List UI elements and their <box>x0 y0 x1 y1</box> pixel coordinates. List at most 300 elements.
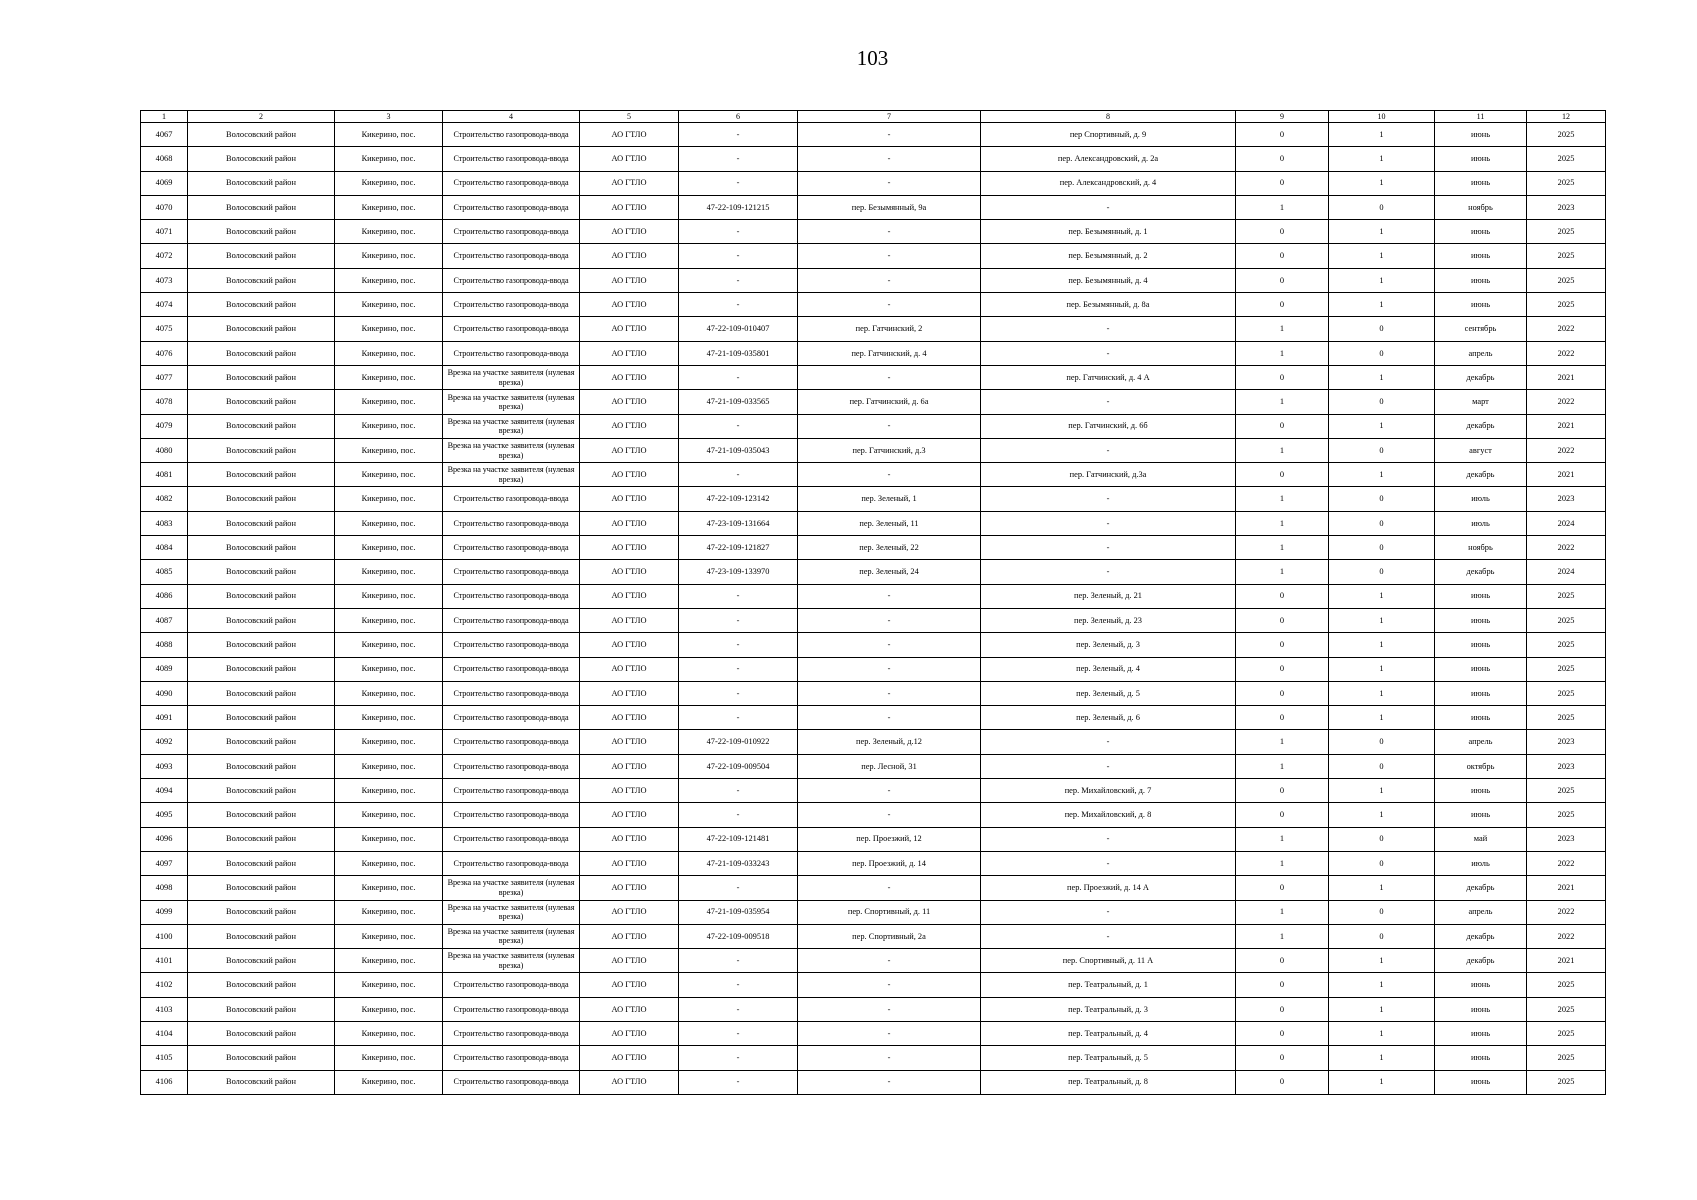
cell-col-12: 2022 <box>1527 900 1606 924</box>
cell-col-11: июнь <box>1435 973 1527 997</box>
cell-col-1: 4082 <box>141 487 188 511</box>
cell-col-1: 4097 <box>141 851 188 875</box>
cell-col-4: Строительство газопровода-ввода <box>443 317 580 341</box>
cell-col-3: Кикерино, пос. <box>335 706 443 730</box>
cell-col-10: 1 <box>1329 1070 1435 1094</box>
cell-col-2: Волосовский район <box>188 584 335 608</box>
table-row <box>141 1021 1606 1045</box>
cell-col-9: 0 <box>1236 244 1329 268</box>
cell-col-5: АО ГТЛО <box>580 244 679 268</box>
cell-col-3: Кикерино, пос. <box>335 657 443 681</box>
table-row <box>141 1070 1606 1094</box>
cell-col-5: АО ГТЛО <box>580 123 679 147</box>
cell-col-10: 1 <box>1329 657 1435 681</box>
cell-col-11: июль <box>1435 511 1527 535</box>
cell-col-9: 0 <box>1236 706 1329 730</box>
cell-col-12: 2021 <box>1527 414 1606 438</box>
cell-col-9: 1 <box>1236 536 1329 560</box>
cell-col-1: 4067 <box>141 123 188 147</box>
cell-col-10: 1 <box>1329 147 1435 171</box>
cell-col-7: - <box>798 779 981 803</box>
cell-col-6: - <box>679 1046 798 1070</box>
cell-col-4: Врезка на участке заявителя (нулевая врезка) <box>443 924 580 948</box>
cell-col-7: - <box>798 414 981 438</box>
cell-col-4: Строительство газопровода-ввода <box>443 487 580 511</box>
cell-col-7: - <box>798 706 981 730</box>
cell-col-7: пер. Проезжий, д. 14 <box>798 851 981 875</box>
cell-col-5: АО ГТЛО <box>580 851 679 875</box>
cell-col-4: Врезка на участке заявителя (нулевая врезка) <box>443 900 580 924</box>
cell-col-9: 0 <box>1236 949 1329 973</box>
cell-col-9: 0 <box>1236 171 1329 195</box>
cell-col-6: 47-22-109-010407 <box>679 317 798 341</box>
cell-col-4: Строительство газопровода-ввода <box>443 268 580 292</box>
cell-col-5: АО ГТЛО <box>580 511 679 535</box>
cell-col-1: 4081 <box>141 463 188 487</box>
cell-col-4: Строительство газопровода-ввода <box>443 341 580 365</box>
table-row <box>141 390 1606 414</box>
cell-col-12: 2025 <box>1527 171 1606 195</box>
cell-col-2: Волосовский район <box>188 390 335 414</box>
cell-col-11: ноябрь <box>1435 195 1527 219</box>
cell-col-4: Строительство газопровода-ввода <box>443 730 580 754</box>
cell-col-2: Волосовский район <box>188 851 335 875</box>
cell-col-10: 1 <box>1329 949 1435 973</box>
cell-col-11: июнь <box>1435 681 1527 705</box>
cell-col-9: 1 <box>1236 560 1329 584</box>
cell-col-12: 2024 <box>1527 511 1606 535</box>
cell-col-11: декабрь <box>1435 414 1527 438</box>
cell-col-5: АО ГТЛО <box>580 293 679 317</box>
cell-col-3: Кикерино, пос. <box>335 1070 443 1094</box>
cell-col-9: 0 <box>1236 220 1329 244</box>
cell-col-5: АО ГТЛО <box>580 584 679 608</box>
cell-col-10: 1 <box>1329 171 1435 195</box>
cell-col-5: АО ГТЛО <box>580 365 679 389</box>
cell-col-10: 1 <box>1329 779 1435 803</box>
page-number: 103 <box>856 46 889 70</box>
cell-col-1: 4071 <box>141 220 188 244</box>
cell-col-8: пер. Александровский, д. 2а <box>981 147 1236 171</box>
cell-col-4: Врезка на участке заявителя (нулевая врезка) <box>443 949 580 973</box>
cell-col-12: 2024 <box>1527 560 1606 584</box>
cell-col-7: - <box>798 123 981 147</box>
cell-col-8: - <box>981 341 1236 365</box>
cell-col-11: июнь <box>1435 803 1527 827</box>
cell-col-7: пер. Гатчинский, д. 6а <box>798 390 981 414</box>
cell-col-2: Волосовский район <box>188 949 335 973</box>
cell-col-9: 1 <box>1236 511 1329 535</box>
cell-col-10: 1 <box>1329 973 1435 997</box>
cell-col-7: - <box>798 608 981 632</box>
cell-col-3: Кикерино, пос. <box>335 317 443 341</box>
cell-col-9: 1 <box>1236 827 1329 851</box>
cell-col-5: АО ГТЛО <box>580 876 679 900</box>
cell-col-11: октябрь <box>1435 754 1527 778</box>
cell-col-7: пер. Зеленый, 11 <box>798 511 981 535</box>
cell-col-12: 2025 <box>1527 633 1606 657</box>
cell-col-8: пер. Зеленый, д. 21 <box>981 584 1236 608</box>
cell-col-3: Кикерино, пос. <box>335 681 443 705</box>
cell-col-10: 1 <box>1329 803 1435 827</box>
cell-col-10: 0 <box>1329 195 1435 219</box>
cell-col-12: 2025 <box>1527 268 1606 292</box>
cell-col-11: июнь <box>1435 584 1527 608</box>
cell-col-8: пер. Театральный, д. 8 <box>981 1070 1236 1094</box>
cell-col-2: Волосовский район <box>188 268 335 292</box>
cell-col-7: пер. Гатчинский, д.3 <box>798 438 981 462</box>
cell-col-1: 4085 <box>141 560 188 584</box>
cell-col-9: 1 <box>1236 390 1329 414</box>
cell-col-6: 47-22-109-121215 <box>679 195 798 219</box>
cell-col-7: - <box>798 365 981 389</box>
cell-col-5: АО ГТЛО <box>580 536 679 560</box>
cell-col-5: АО ГТЛО <box>580 438 679 462</box>
cell-col-12: 2025 <box>1527 1046 1606 1070</box>
cell-col-11: декабрь <box>1435 560 1527 584</box>
cell-col-12: 2022 <box>1527 317 1606 341</box>
cell-col-11: июнь <box>1435 220 1527 244</box>
cell-col-3: Кикерино, пос. <box>335 268 443 292</box>
cell-col-9: 0 <box>1236 803 1329 827</box>
cell-col-10: 1 <box>1329 633 1435 657</box>
cell-col-5: АО ГТЛО <box>580 1070 679 1094</box>
cell-col-3: Кикерино, пос. <box>335 365 443 389</box>
cell-col-9: 0 <box>1236 147 1329 171</box>
cell-col-11: ноябрь <box>1435 536 1527 560</box>
cell-col-11: июнь <box>1435 268 1527 292</box>
cell-col-9: 0 <box>1236 463 1329 487</box>
cell-col-5: АО ГТЛО <box>580 560 679 584</box>
cell-col-5: АО ГТЛО <box>580 754 679 778</box>
cell-col-4: Строительство газопровода-ввода <box>443 511 580 535</box>
cell-col-10: 1 <box>1329 876 1435 900</box>
cell-col-6: - <box>679 268 798 292</box>
cell-col-7: - <box>798 244 981 268</box>
cell-col-8: - <box>981 827 1236 851</box>
header-cell-col-9: 9 <box>1236 111 1329 123</box>
cell-col-4: Строительство газопровода-ввода <box>443 706 580 730</box>
cell-col-1: 4089 <box>141 657 188 681</box>
cell-col-2: Волосовский район <box>188 779 335 803</box>
cell-col-11: июнь <box>1435 1070 1527 1094</box>
cell-col-10: 1 <box>1329 244 1435 268</box>
cell-col-11: июнь <box>1435 123 1527 147</box>
table-row <box>141 608 1606 632</box>
cell-col-8: - <box>981 438 1236 462</box>
cell-col-1: 4098 <box>141 876 188 900</box>
table-row <box>141 827 1606 851</box>
header-cell-col-4: 4 <box>443 111 580 123</box>
cell-col-12: 2022 <box>1527 341 1606 365</box>
cell-col-2: Волосовский район <box>188 973 335 997</box>
cell-col-2: Волосовский район <box>188 220 335 244</box>
table-row <box>141 536 1606 560</box>
cell-col-5: АО ГТЛО <box>580 220 679 244</box>
cell-col-5: АО ГТЛО <box>580 997 679 1021</box>
cell-col-10: 1 <box>1329 584 1435 608</box>
cell-col-5: АО ГТЛО <box>580 171 679 195</box>
cell-col-9: 0 <box>1236 123 1329 147</box>
cell-col-1: 4101 <box>141 949 188 973</box>
header-cell-col-2: 2 <box>188 111 335 123</box>
cell-col-10: 0 <box>1329 827 1435 851</box>
cell-col-6: - <box>679 633 798 657</box>
cell-col-3: Кикерино, пос. <box>335 754 443 778</box>
cell-col-9: 1 <box>1236 924 1329 948</box>
cell-col-10: 0 <box>1329 341 1435 365</box>
cell-col-6: - <box>679 147 798 171</box>
cell-col-11: апрель <box>1435 341 1527 365</box>
cell-col-12: 2021 <box>1527 463 1606 487</box>
cell-col-3: Кикерино, пос. <box>335 220 443 244</box>
cell-col-7: пер. Безымянный, 9а <box>798 195 981 219</box>
cell-col-3: Кикерино, пос. <box>335 900 443 924</box>
cell-col-12: 2025 <box>1527 706 1606 730</box>
header-cell-col-10: 10 <box>1329 111 1435 123</box>
table-row <box>141 293 1606 317</box>
cell-col-1: 4070 <box>141 195 188 219</box>
cell-col-10: 0 <box>1329 851 1435 875</box>
cell-col-1: 4083 <box>141 511 188 535</box>
cell-col-9: 1 <box>1236 900 1329 924</box>
table-row <box>141 220 1606 244</box>
cell-col-1: 4099 <box>141 900 188 924</box>
cell-col-8: пер. Михайловский, д. 8 <box>981 803 1236 827</box>
cell-col-12: 2025 <box>1527 681 1606 705</box>
cell-col-10: 1 <box>1329 706 1435 730</box>
table-row <box>141 803 1606 827</box>
cell-col-5: АО ГТЛО <box>580 973 679 997</box>
cell-col-4: Строительство газопровода-ввода <box>443 754 580 778</box>
cell-col-9: 1 <box>1236 851 1329 875</box>
cell-col-5: АО ГТЛО <box>580 657 679 681</box>
cell-col-10: 1 <box>1329 123 1435 147</box>
data-table <box>140 110 1606 1095</box>
cell-col-12: 2023 <box>1527 827 1606 851</box>
cell-col-11: декабрь <box>1435 949 1527 973</box>
cell-col-12: 2025 <box>1527 997 1606 1021</box>
header-cell-col-11: 11 <box>1435 111 1527 123</box>
cell-col-11: июнь <box>1435 244 1527 268</box>
cell-col-8: пер. Зеленый, д. 23 <box>981 608 1236 632</box>
cell-col-4: Строительство газопровода-ввода <box>443 123 580 147</box>
cell-col-9: 0 <box>1236 1070 1329 1094</box>
cell-col-2: Волосовский район <box>188 341 335 365</box>
cell-col-11: июнь <box>1435 293 1527 317</box>
table-row <box>141 730 1606 754</box>
cell-col-8: пер. Театральный, д. 1 <box>981 973 1236 997</box>
cell-col-10: 1 <box>1329 463 1435 487</box>
cell-col-11: июнь <box>1435 1046 1527 1070</box>
cell-col-4: Строительство газопровода-ввода <box>443 220 580 244</box>
cell-col-8: - <box>981 560 1236 584</box>
cell-col-4: Врезка на участке заявителя (нулевая врезка) <box>443 438 580 462</box>
cell-col-6: - <box>679 293 798 317</box>
cell-col-4: Врезка на участке заявителя (нулевая врезка) <box>443 414 580 438</box>
cell-col-4: Строительство газопровода-ввода <box>443 584 580 608</box>
table-row <box>141 657 1606 681</box>
table-body <box>141 111 1606 1095</box>
cell-col-6: 47-21-109-035954 <box>679 900 798 924</box>
cell-col-6: 47-21-109-035043 <box>679 438 798 462</box>
cell-col-8: пер. Театральный, д. 4 <box>981 1021 1236 1045</box>
cell-col-8: - <box>981 900 1236 924</box>
cell-col-7: - <box>798 463 981 487</box>
cell-col-12: 2025 <box>1527 779 1606 803</box>
cell-col-2: Волосовский район <box>188 560 335 584</box>
cell-col-3: Кикерино, пос. <box>335 171 443 195</box>
cell-col-5: АО ГТЛО <box>580 268 679 292</box>
cell-col-6: - <box>679 657 798 681</box>
cell-col-5: АО ГТЛО <box>580 633 679 657</box>
cell-col-2: Волосовский район <box>188 657 335 681</box>
cell-col-2: Волосовский район <box>188 536 335 560</box>
table-row <box>141 633 1606 657</box>
cell-col-9: 1 <box>1236 438 1329 462</box>
cell-col-10: 1 <box>1329 1046 1435 1070</box>
cell-col-12: 2021 <box>1527 876 1606 900</box>
cell-col-8: - <box>981 511 1236 535</box>
cell-col-2: Волосовский район <box>188 365 335 389</box>
cell-col-1: 4106 <box>141 1070 188 1094</box>
cell-col-1: 4092 <box>141 730 188 754</box>
cell-col-5: АО ГТЛО <box>580 608 679 632</box>
cell-col-9: 0 <box>1236 365 1329 389</box>
cell-col-8: пер. Безымянный, д. 1 <box>981 220 1236 244</box>
cell-col-9: 0 <box>1236 1046 1329 1070</box>
table-row <box>141 414 1606 438</box>
cell-col-5: АО ГТЛО <box>580 924 679 948</box>
cell-col-2: Волосовский район <box>188 147 335 171</box>
cell-col-3: Кикерино, пос. <box>335 1046 443 1070</box>
cell-col-2: Волосовский район <box>188 487 335 511</box>
cell-col-4: Строительство газопровода-ввода <box>443 1021 580 1045</box>
cell-col-8: пер. Безымянный, д. 4 <box>981 268 1236 292</box>
cell-col-4: Строительство газопровода-ввода <box>443 171 580 195</box>
cell-col-4: Строительство газопровода-ввода <box>443 803 580 827</box>
cell-col-12: 2025 <box>1527 1021 1606 1045</box>
cell-col-6: - <box>679 244 798 268</box>
cell-col-8: пер. Зеленый, д. 5 <box>981 681 1236 705</box>
cell-col-3: Кикерино, пос. <box>335 560 443 584</box>
cell-col-2: Волосовский район <box>188 803 335 827</box>
cell-col-12: 2023 <box>1527 730 1606 754</box>
cell-col-8: - <box>981 851 1236 875</box>
cell-col-8: - <box>981 730 1236 754</box>
cell-col-3: Кикерино, пос. <box>335 341 443 365</box>
cell-col-3: Кикерино, пос. <box>335 876 443 900</box>
cell-col-8: пер. Безымянный, д. 8а <box>981 293 1236 317</box>
cell-col-9: 0 <box>1236 584 1329 608</box>
cell-col-5: АО ГТЛО <box>580 1046 679 1070</box>
cell-col-5: АО ГТЛО <box>580 414 679 438</box>
cell-col-8: - <box>981 754 1236 778</box>
cell-col-11: декабрь <box>1435 876 1527 900</box>
cell-col-6: 47-22-109-010922 <box>679 730 798 754</box>
cell-col-12: 2025 <box>1527 1070 1606 1094</box>
cell-col-12: 2025 <box>1527 657 1606 681</box>
cell-col-2: Волосовский район <box>188 414 335 438</box>
cell-col-4: Строительство газопровода-ввода <box>443 633 580 657</box>
table-row <box>141 171 1606 195</box>
cell-col-7: - <box>798 876 981 900</box>
cell-col-9: 0 <box>1236 876 1329 900</box>
table-row <box>141 341 1606 365</box>
cell-col-9: 0 <box>1236 293 1329 317</box>
cell-col-5: АО ГТЛО <box>580 195 679 219</box>
cell-col-8: пер. Зеленый, д. 4 <box>981 657 1236 681</box>
cell-col-6: 47-21-109-033565 <box>679 390 798 414</box>
cell-col-1: 4084 <box>141 536 188 560</box>
cell-col-3: Кикерино, пос. <box>335 414 443 438</box>
cell-col-7: пер. Проезжий, 12 <box>798 827 981 851</box>
cell-col-4: Строительство газопровода-ввода <box>443 195 580 219</box>
cell-col-8: пер. Театральный, д. 3 <box>981 997 1236 1021</box>
table-row <box>141 268 1606 292</box>
table-row <box>141 851 1606 875</box>
cell-col-1: 4103 <box>141 997 188 1021</box>
cell-col-9: 0 <box>1236 779 1329 803</box>
cell-col-1: 4072 <box>141 244 188 268</box>
cell-col-9: 0 <box>1236 681 1329 705</box>
cell-col-10: 0 <box>1329 438 1435 462</box>
cell-col-1: 4069 <box>141 171 188 195</box>
cell-col-3: Кикерино, пос. <box>335 487 443 511</box>
cell-col-1: 4100 <box>141 924 188 948</box>
cell-col-7: - <box>798 293 981 317</box>
cell-col-11: июнь <box>1435 608 1527 632</box>
cell-col-6: - <box>679 706 798 730</box>
cell-col-12: 2023 <box>1527 195 1606 219</box>
cell-col-3: Кикерино, пос. <box>335 973 443 997</box>
header-cell-col-1: 1 <box>141 111 188 123</box>
cell-col-1: 4096 <box>141 827 188 851</box>
cell-col-10: 1 <box>1329 365 1435 389</box>
cell-col-2: Волосовский район <box>188 754 335 778</box>
cell-col-12: 2025 <box>1527 123 1606 147</box>
cell-col-7: - <box>798 681 981 705</box>
cell-col-7: - <box>798 973 981 997</box>
cell-col-10: 1 <box>1329 997 1435 1021</box>
cell-col-2: Волосовский район <box>188 633 335 657</box>
cell-col-6: - <box>679 1070 798 1094</box>
cell-col-7: пер. Спортивный, 2а <box>798 924 981 948</box>
cell-col-4: Строительство газопровода-ввода <box>443 608 580 632</box>
cell-col-8: - <box>981 390 1236 414</box>
cell-col-6: - <box>679 973 798 997</box>
cell-col-11: июнь <box>1435 779 1527 803</box>
cell-col-11: июнь <box>1435 706 1527 730</box>
cell-col-7: пер. Зеленый, 24 <box>798 560 981 584</box>
table-row <box>141 463 1606 487</box>
cell-col-11: апрель <box>1435 900 1527 924</box>
cell-col-6: 47-23-109-131664 <box>679 511 798 535</box>
cell-col-7: пер. Зеленый, д.12 <box>798 730 981 754</box>
cell-col-1: 4090 <box>141 681 188 705</box>
cell-col-6: - <box>679 949 798 973</box>
cell-col-8: пер. Безымянный, д. 2 <box>981 244 1236 268</box>
cell-col-8: пер Спортивный, д. 9 <box>981 123 1236 147</box>
cell-col-6: - <box>679 584 798 608</box>
cell-col-1: 4075 <box>141 317 188 341</box>
cell-col-2: Волосовский район <box>188 876 335 900</box>
cell-col-5: АО ГТЛО <box>580 463 679 487</box>
cell-col-1: 4073 <box>141 268 188 292</box>
cell-col-10: 0 <box>1329 924 1435 948</box>
header-cell-col-3: 3 <box>335 111 443 123</box>
cell-col-10: 0 <box>1329 536 1435 560</box>
